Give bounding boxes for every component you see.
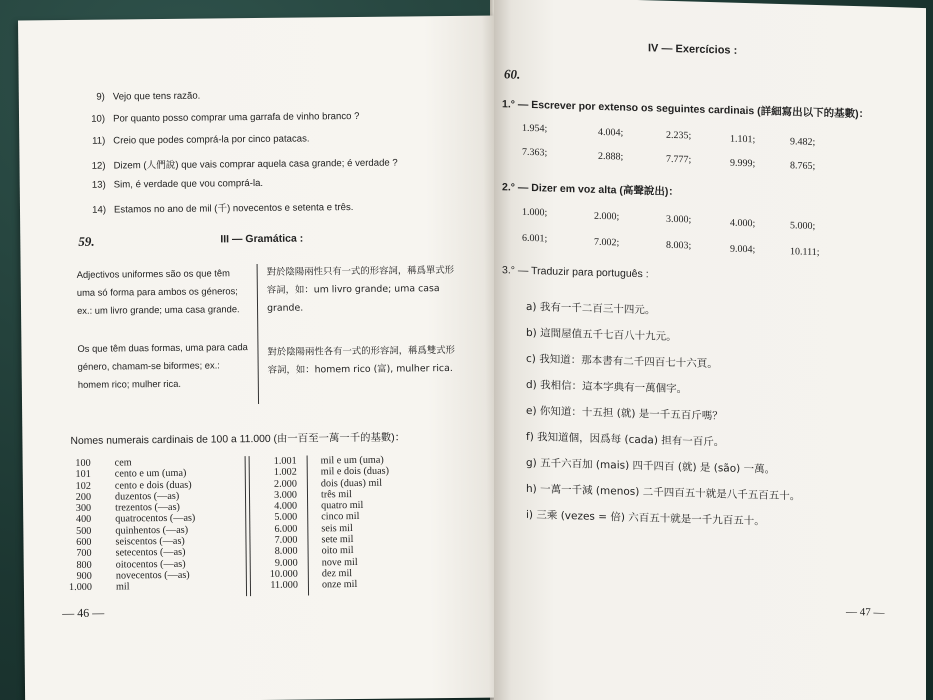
numeral-value: 200: [75, 491, 92, 503]
translation-item: h) 一萬一千減 (menos) 二千四百五十就是八千五百五十。: [526, 482, 801, 503]
grammar-right-2: 對於陰陽兩性各有一式的形容詞，稱爲雙式形容詞，如：homem rico (富), mulher rica.: [267, 344, 456, 376]
numeral-word: mil e um (uma): [320, 454, 384, 467]
numeral-value: 5.000: [274, 512, 298, 524]
sentence-text: Vejo que tens razão.: [112, 90, 201, 103]
numeral-word: cento e dois (duas): [114, 479, 192, 492]
numeral-word: cento e um (uma): [114, 468, 187, 480]
numeral-word: quatro mil: [321, 500, 364, 512]
numeral-value: 6.000: [274, 523, 298, 535]
numeral-value: 700: [76, 548, 92, 560]
numeral-value: 9.000: [274, 557, 298, 569]
numeral-word: cem: [114, 457, 132, 469]
cardinal-value: 8.003;: [666, 239, 692, 252]
cardinal-value: 1.954;: [522, 122, 548, 135]
cardinal-value: 9.482;: [790, 136, 816, 148]
numeral-value: 3.000: [274, 489, 298, 501]
numeral-value: 800: [76, 559, 92, 571]
sentence-row: [77, 91, 201, 103]
grammar-title: III — Gramática :: [220, 232, 304, 246]
sentence-text: Dizem (人們說) que vais comprar aquela casa grande; é verdade ?: [113, 157, 398, 172]
numeral-word: sete mil: [321, 534, 354, 546]
grammar-left-2: Os que têm duas formas, uma para cada género, chamam-se biformes; ex.: homem rico; mulher rica.: [77, 341, 248, 390]
numeral-value: 4.000: [274, 500, 298, 513]
exercises-title: IV — Exercícios :: [648, 42, 738, 57]
numeral-word: nove mil: [321, 556, 358, 569]
sentence-text: Por quanto posso comprar uma garrafa de vinho branco ?: [112, 110, 360, 125]
sentence-number: 10): [91, 113, 106, 125]
numeral-value: 600: [76, 536, 92, 548]
numeral-value: 500: [76, 525, 92, 537]
cardinal-value: 9.004;: [730, 243, 756, 255]
cardinal-value: 5.000;: [790, 220, 816, 232]
numeral-word: quatrocentos (—as): [115, 513, 196, 525]
right-page: [494, 0, 926, 700]
numeral-word: trezentos (—as): [115, 502, 180, 514]
page-number-47: — 47 —: [846, 605, 885, 619]
numerals-left-values: [57, 458, 92, 594]
sentence-row: [77, 155, 397, 172]
translation-item: i) 三乘 (vezes = 倍) 六百五十就是一千九百五十。: [526, 508, 765, 528]
page-number-46: — 46 —: [62, 605, 105, 621]
exercise-1-heading: 1.° — Escrever por extenso os seguintes cardinais (詳細寫出以下的基數)：: [502, 98, 870, 121]
numerals-heading: Nomes numerais cardinais de 100 a 11.000 (由一百至一萬一千的基數)：: [70, 432, 406, 447]
sentence-text: Estamos no ano de mil (千) novecentos e setenta e três.: [113, 202, 354, 216]
cardinal-value: 6.001;: [522, 232, 548, 245]
numeral-value: 400: [75, 514, 92, 526]
numerals-right-words: [321, 455, 391, 591]
translation-item: f) 我知道個，因爲每 (cada) 担有一百斤。: [526, 430, 725, 449]
numeral-value: 1.001: [273, 455, 297, 467]
sentence-number: 9): [96, 91, 105, 103]
numeral-value: 7.000: [274, 534, 298, 546]
cardinal-value: 9.999;: [730, 157, 756, 169]
cardinal-value: 2.888;: [598, 150, 624, 163]
numeral-word: mil e dois (duas): [320, 465, 390, 478]
numeral-word: mil: [115, 581, 130, 593]
numeral-word: três mil: [320, 488, 352, 501]
numerals-left-words: [115, 457, 196, 593]
sentence-list: [18, 15, 496, 216]
numeral-value: 1.000: [68, 582, 93, 594]
numeral-word: oito mil: [321, 545, 354, 557]
numeral-value: 8.000: [274, 545, 298, 558]
numeral-word: seiscentos (—as): [115, 535, 185, 548]
translation-item: c) 我知道：那本書有二千四百七十六頁。: [526, 352, 718, 371]
cardinal-value: 1.101;: [730, 133, 756, 145]
grammar-divider: [257, 264, 259, 404]
numeral-value: 10.000: [269, 568, 298, 580]
numerals-divider-b: [249, 456, 251, 596]
numeral-value: 300: [75, 502, 92, 515]
numeral-word: setecentos (—as): [115, 547, 186, 559]
left-page: [18, 15, 503, 700]
translation-item: g) 五千六百加 (mais) 四千四百 (就) 是 (são) 一萬。: [526, 456, 776, 476]
numeral-value: 2.000: [273, 478, 297, 490]
numeral-value: 11.000: [270, 579, 299, 592]
numeral-word: quinhentos (—as): [115, 524, 189, 537]
sentence-row: [78, 199, 354, 216]
numeral-word: cinco mil: [321, 511, 360, 523]
grammar-left-1: Adjectivos uniformes são os que têm uma só forma para ambos os géneros; ex.: um livro grande; uma casa grande.: [76, 267, 240, 316]
cardinal-value: 4.000;: [730, 217, 756, 229]
numeral-word: onze mil: [321, 579, 358, 591]
cardinal-value: 1.000;: [522, 206, 548, 219]
numeral-value: 102: [75, 480, 91, 492]
sentence-number: 11): [92, 135, 106, 147]
sentence-text: Sim, é verdade que vou comprá-la.: [113, 177, 264, 191]
section-number-60: 60.: [504, 66, 521, 82]
sentence-text: Creio que podes comprá-la por cinco patacas.: [113, 133, 310, 147]
cardinal-value: 2.235;: [666, 129, 692, 142]
sentence-number: 12): [91, 160, 106, 172]
numerals-divider-a: [245, 456, 247, 596]
numeral-value: 100: [75, 457, 91, 469]
numerals-right-values: [257, 456, 298, 592]
exercise-3-heading: 3.° — Traduzir para português :: [502, 264, 649, 281]
sentence-number: 14): [92, 204, 107, 216]
sentence-number: 13): [91, 179, 106, 191]
section-number-59: 59.: [78, 233, 95, 249]
cardinal-value: 3.000;: [666, 213, 692, 226]
sentence-row: [78, 178, 263, 191]
sentence-row: [77, 133, 309, 146]
cardinal-value: 8.765;: [790, 160, 816, 172]
numeral-word: duzentos (—as): [114, 490, 180, 503]
numeral-word: dois (duas) mil: [320, 477, 383, 489]
numeral-word: oitocentos (—as): [115, 558, 186, 571]
translation-item: d) 我相信：這本字典有一萬個字。: [526, 378, 688, 396]
grammar-right-1: 對於陰陽兩性只有一式的形容詞，稱爲單式形容詞，如：um livro grande; uma casa grande.: [266, 264, 455, 314]
cardinal-value: 4.004;: [598, 126, 624, 139]
numeral-word: novecentos (—as): [115, 569, 190, 582]
cardinal-value: 2.000;: [594, 210, 620, 222]
translation-item: b) 這間屋值五千七百八十九元。: [526, 326, 677, 344]
cardinal-value: 7.777;: [666, 153, 692, 166]
cardinal-value: 7.002;: [594, 236, 620, 248]
sentence-row: [77, 111, 359, 125]
numeral-word: seis mil: [321, 522, 353, 535]
numerals-divider-c: [307, 455, 309, 595]
cardinal-value: 10.111;: [790, 246, 820, 259]
numeral-value: 1.002: [273, 466, 297, 479]
translation-item: a) 我有一千二百三十四元。: [526, 300, 656, 317]
numeral-value: 900: [76, 570, 92, 582]
numeral-value: 101: [75, 469, 91, 481]
cardinal-value: 7.363;: [522, 146, 548, 159]
numeral-word: dez mil: [321, 568, 353, 580]
translation-item: e) 你知道：十五担 (就) 是一千五百斤嗎？: [526, 404, 723, 423]
exercise-2-heading: 2.° — Dizer em voz alta (高聲說出)：: [502, 181, 679, 199]
